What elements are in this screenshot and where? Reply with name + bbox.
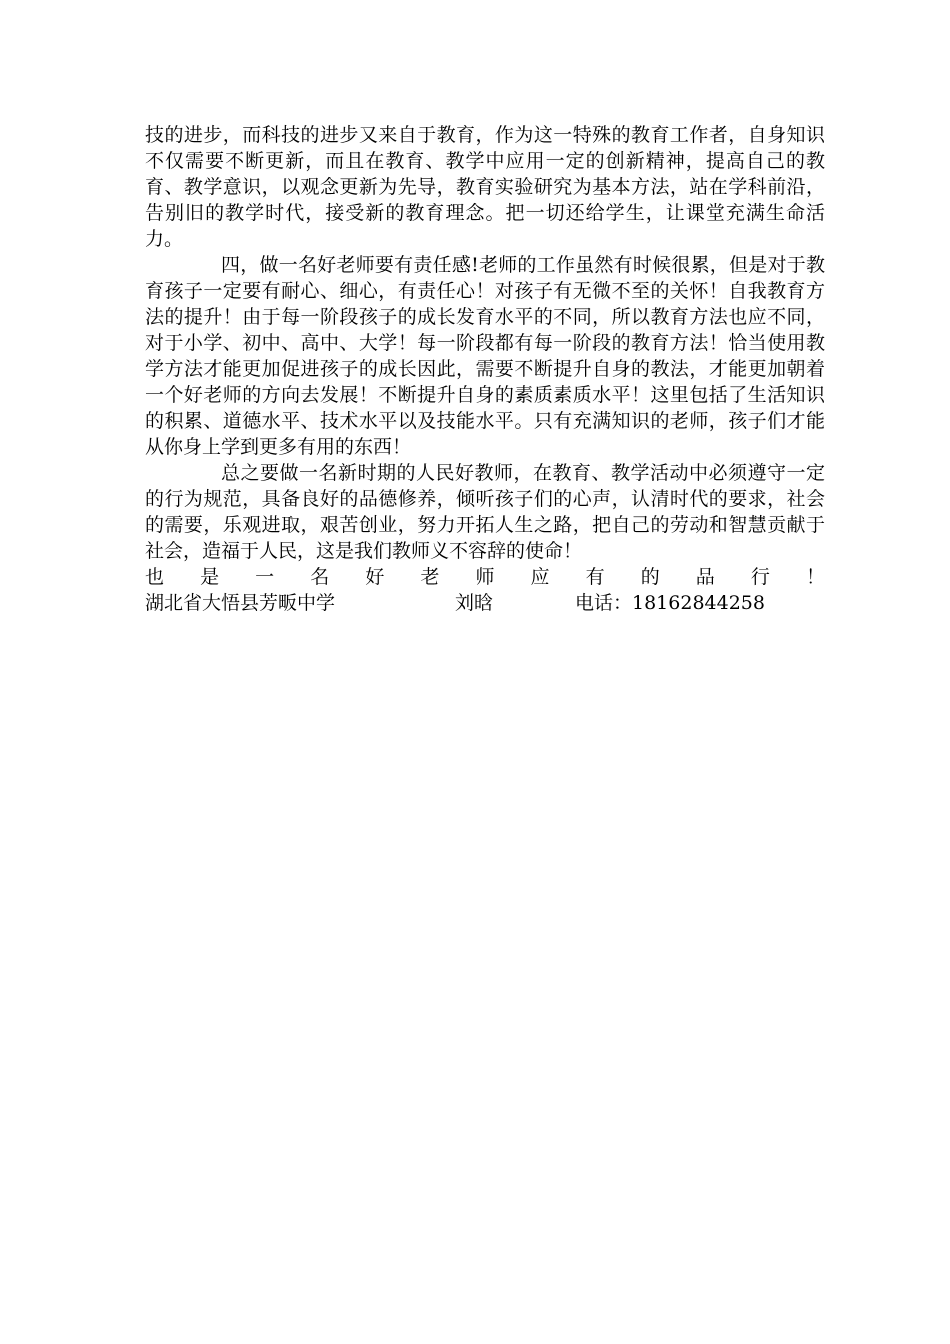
closing-char: ！ [805, 566, 825, 588]
signature-line [145, 590, 825, 616]
closing-char: 的 [640, 566, 660, 588]
closing-line [145, 564, 825, 590]
closing-char: 好 [365, 566, 385, 588]
closing-char: 是 [200, 566, 220, 588]
closing-char: 行 [750, 566, 770, 588]
paragraph-responsibility: 四，做一名好老师要有责任感!老师的工作虽然有时候很累，但是对于教育孩子一定要有耐心、细心，有责任心！对孩子有无微不至的关怀！自我教育方法的提升！由于每一阶段孩子的成长发育水平的不同，所以教育方法也应不同，对于小学、初中、高中、大学！每一阶段都有每一阶段的教育方法！恰当使用教学方法才能更加促进孩子的成长因此，需要不断提升自身的教法，才能更加朝着一个好老师的方向去发展！不断提升自身的素质素质水平！这里包括了生活知识的积累、道德水平、技术水平以及技能水平。只有充满知识的老师，孩子们才能从你身上学到更多有用的东西！ [145, 254, 825, 458]
closing-char: 老 [420, 566, 440, 588]
paragraph-continuation: 技的进步，而科技的进步又来自于教育，作为这一特殊的教育工作者，自身知识不仅需要不断更新，而且在教育、教学中应用一定的创新精神，提高自己的教育、教学意识，以观念更新为先导，教育实验研究为基本方法，站在学科前沿，告别旧的教学时代，接受新的教育理念。把一切还给学生，让课堂充满生命活力。 [145, 124, 825, 250]
document-body [145, 122, 825, 616]
closing-char: 名 [310, 566, 330, 588]
paragraph-conclusion: 总之要做一名新时期的人民好教师，在教育、教学活动中必须遵守一定的行为规范，具备良好的品德修养，倾听孩子们的心声，认清时代的要求，社会的需要，乐观进取，艰苦创业，努力开拓人生之路，把自己的劳动和智慧贡献于社会，造福于人民，这是我们教师义不容辞的使命！ [145, 462, 825, 562]
closing-char: 应 [530, 566, 550, 588]
signature-phone: 电话：18162844258 [575, 592, 765, 614]
signature-name: 刘晗 [455, 592, 494, 614]
closing-char: 一 [255, 566, 275, 588]
closing-char: 师 [475, 566, 495, 588]
closing-char: 品 [695, 566, 715, 588]
closing-char: 也 [145, 566, 165, 588]
closing-char: 有 [585, 566, 605, 588]
signature-school: 湖北省大悟县芳畈中学 [145, 592, 336, 614]
